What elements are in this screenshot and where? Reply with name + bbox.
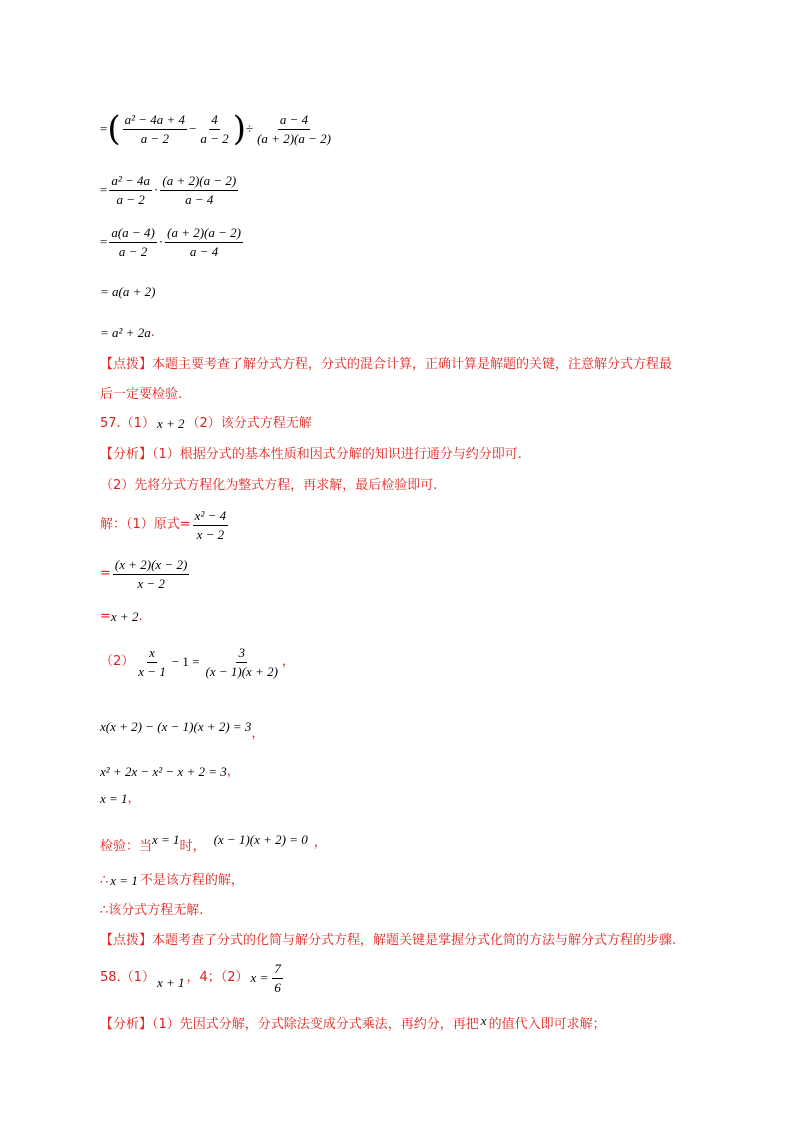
fraction: $\frac{(x + 2)(x - 2)}{x - 2}$ (114, 556, 188, 591)
q58-analysis: 【分析】（1）先因式分解，分式除法变成分式乘法，再约分，再把 x 的值代入即可求解； (100, 1013, 606, 1032)
fraction: $\frac{7}{6}$ (274, 960, 281, 995)
fraction: $\frac{a(a - 4)}{a - 2}$ (111, 224, 155, 259)
dianbo-note-cont: 后一定要检验. (100, 387, 183, 402)
q57-analysis-2: （2）先将分式方程化为整式方程，再求解，最后检验即可. (100, 478, 438, 493)
fraction: $\frac{x}{x - 1}$ (138, 644, 166, 679)
dianbo-note: 【点拨】本题主要考查了解分式方程，分式的混合计算，正确计算是解题的关键，注意解分式方程最 (100, 357, 673, 372)
step-5: = a² + 2a . (100, 325, 155, 340)
left-paren: ( (107, 109, 121, 149)
fraction: $\frac{(a + 2)(a - 2)}{a - 4}$ (167, 224, 241, 259)
step-4: = a(a + 2) (100, 284, 156, 299)
fraction: $\frac{a - 4}{(a + 2)(a - 2)}$ (257, 111, 331, 146)
step-2: = $\frac{\text{a² − 4a}}{a - 2}$ · $\frac{(a + 2)(a - 2)}{a - 4}$ (100, 172, 237, 207)
fraction: $\frac{\text{a² − 4a}}{a - 2}$ (111, 172, 151, 207)
q57-answer: 57.（1） x + 2 （2）该分式方程无解 (100, 416, 312, 431)
step-1: = ( $\frac{\text{a² − 4a + 4}}{a - 2}$ − $\frac{4}{a - 2}$ ) ÷ $\frac{a - 4}{(a + 2)(a - 2)}$ (100, 109, 331, 149)
fraction: $\frac{(a + 2)(a - 2)}{a - 4}$ (162, 172, 237, 207)
q57-solution-3: = x + 2 . (100, 609, 143, 624)
q57-analysis: 【分析】（1）根据分式的基本性质和因式分解的知识进行通分与约分即可. (100, 447, 522, 462)
q57-step-l3: x = 1 ， (100, 791, 141, 806)
q57-conclusion-2: ∴该分式方程无解. (100, 903, 204, 918)
q57-conclusion-1: ∴ x = 1 不是该方程的解， (100, 873, 244, 888)
q57-step-l2: x² + 2x − x² − x + 2 = 3 ， (100, 764, 240, 779)
q57-equation: （2） $\frac{x}{x - 1}$ − 1 = $\frac{3}{(x - 1)(x + 2)}$ ， (100, 644, 295, 679)
q57-solution-2: = $\frac{(x + 2)(x - 2)}{x - 2}$ (100, 556, 188, 591)
q57-solution-1: 解：（1）原式= $\frac{\text{x² − 4}}{x - 2}$ (100, 507, 227, 542)
q57-check: 检验：当 x = 1 时， (x − 1)(x + 2) = 0 ， (100, 832, 327, 854)
q57-step-l1: x(x + 2) − (x − 1)(x + 2) = 3 ， (100, 719, 265, 741)
fraction: $\frac{4}{a - 2}$ (200, 111, 229, 146)
q57-dianbo: 【点拨】本题考查了分式的化简与解分式方程，解题关键是掌握分式化简的方法与解分式方程的步骤. (100, 933, 677, 948)
fraction: $\frac{3}{(x - 1)(x + 2)}$ (205, 644, 278, 679)
right-paren: ) (232, 109, 246, 149)
fraction: $\frac{\text{a² − 4a + 4}}{a - 2}$ (124, 111, 186, 146)
step-3: = $\frac{a(a - 4)}{a - 2}$ · $\frac{(a + 2)(a - 2)}{a - 4}$ (100, 224, 241, 259)
q58-answer: 58.（1） x + 1 ，4；（2） x = $\frac{7}{6}$ (100, 960, 281, 995)
fraction: $\frac{\text{x² − 4}}{x - 2}$ (194, 507, 227, 542)
